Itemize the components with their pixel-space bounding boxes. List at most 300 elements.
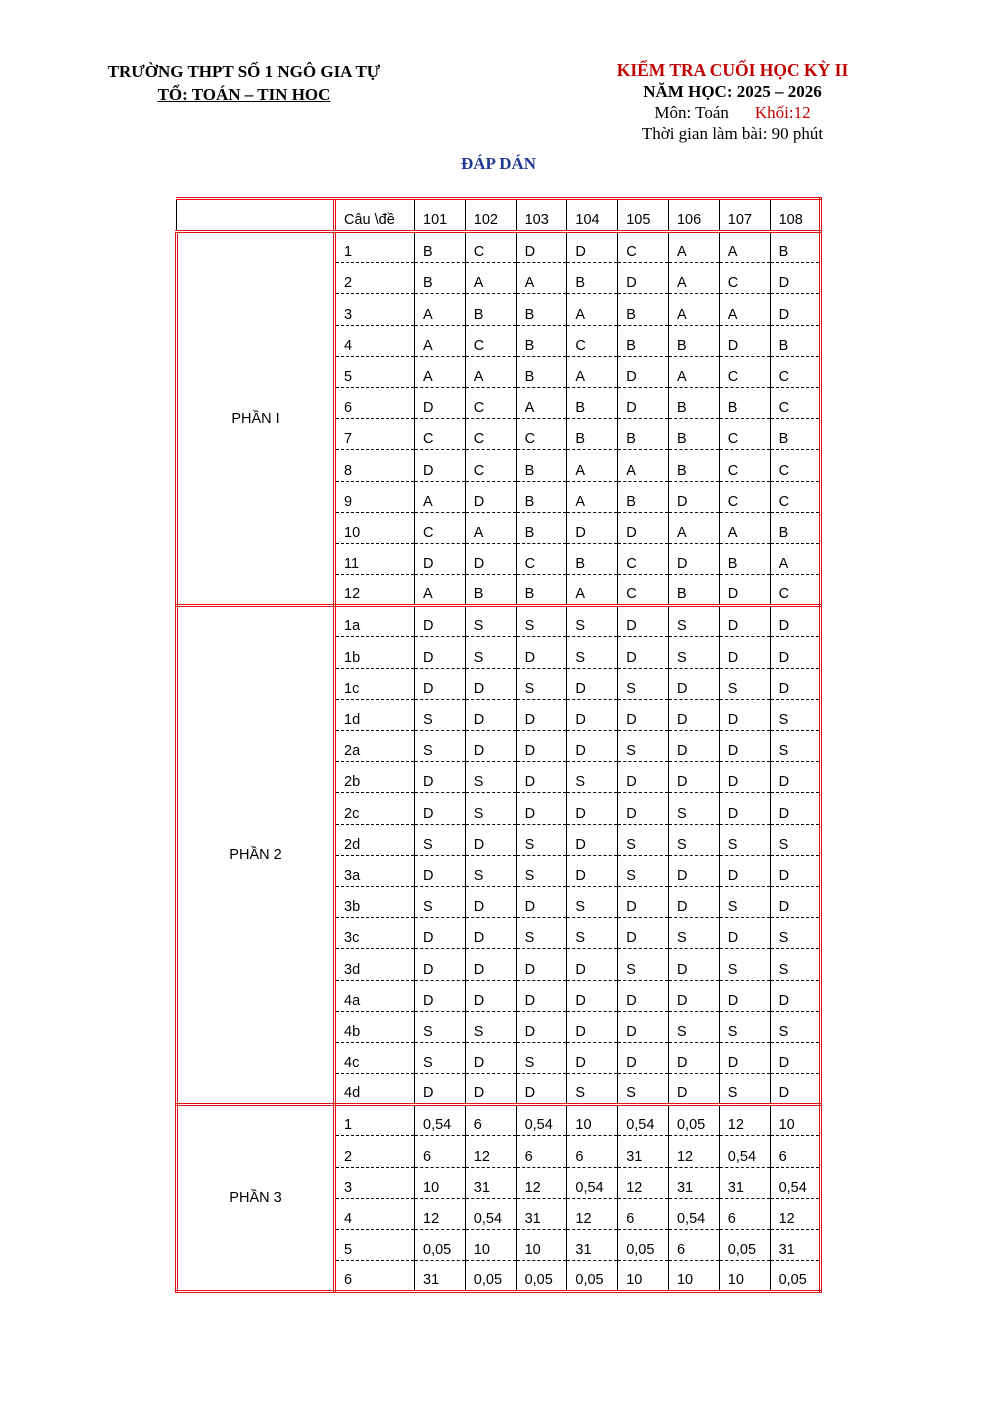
- question-number-cell: 1: [335, 232, 415, 263]
- column-header-exam-code: 102: [465, 199, 516, 232]
- answer-cell: B: [415, 263, 466, 294]
- question-number-cell: 4: [335, 1198, 415, 1229]
- answer-cell: B: [770, 232, 821, 263]
- answer-cell: D: [567, 793, 618, 824]
- answer-cell: S: [719, 886, 770, 917]
- answer-cell: S: [516, 824, 567, 855]
- question-number-cell: 2a: [335, 731, 415, 762]
- answer-cell: D: [516, 699, 567, 730]
- answer-cell: S: [465, 762, 516, 793]
- answer-cell: A: [415, 356, 466, 387]
- answer-cell: D: [719, 918, 770, 949]
- department-name: TỔ: TOÁN – TIN HOC: [157, 85, 331, 104]
- answer-cell: B: [668, 325, 719, 356]
- answer-cell: 6: [668, 1230, 719, 1261]
- table-row: [177, 1105, 821, 1136]
- answer-cell: D: [465, 949, 516, 980]
- answer-cell: 10: [465, 1230, 516, 1261]
- answer-cell: 0,54: [465, 1198, 516, 1229]
- answer-cell: S: [415, 886, 466, 917]
- answer-cell: A: [567, 450, 618, 481]
- answer-cell: S: [770, 824, 821, 855]
- answer-cell: C: [618, 543, 669, 574]
- answer-cell: S: [567, 886, 618, 917]
- question-number-cell: 4c: [335, 1042, 415, 1073]
- answer-cell: D: [415, 793, 466, 824]
- answer-cell: 12: [719, 1105, 770, 1136]
- answer-cell: A: [668, 294, 719, 325]
- answer-cell: C: [567, 325, 618, 356]
- answer-cell: 10: [668, 1261, 719, 1292]
- answer-cell: A: [770, 543, 821, 574]
- answer-cell: B: [668, 419, 719, 450]
- answer-cell: S: [668, 637, 719, 668]
- question-number-cell: 9: [335, 481, 415, 512]
- answer-cell: D: [415, 606, 466, 637]
- answer-cell: D: [415, 387, 466, 418]
- answer-cell: C: [516, 543, 567, 574]
- answer-cell: C: [415, 512, 466, 543]
- question-number-cell: 3: [335, 294, 415, 325]
- answer-cell: D: [719, 699, 770, 730]
- answer-cell: C: [415, 419, 466, 450]
- answer-cell: B: [770, 512, 821, 543]
- answer-cell: A: [415, 481, 466, 512]
- answer-cell: C: [465, 419, 516, 450]
- answer-cell: D: [567, 668, 618, 699]
- answer-cell: 12: [516, 1167, 567, 1198]
- answer-cell: D: [567, 1011, 618, 1042]
- answer-cell: D: [415, 1074, 466, 1105]
- answer-cell: S: [465, 855, 516, 886]
- table-row: [177, 606, 821, 637]
- answer-cell: D: [668, 855, 719, 886]
- answer-cell: S: [719, 1011, 770, 1042]
- answer-cell: D: [770, 886, 821, 917]
- section-column-header: [177, 199, 335, 232]
- answer-cell: D: [465, 668, 516, 699]
- answer-cell: C: [719, 419, 770, 450]
- answer-cell: D: [770, 762, 821, 793]
- answer-cell: B: [618, 325, 669, 356]
- answer-cell: B: [618, 419, 669, 450]
- answer-cell: S: [567, 762, 618, 793]
- answer-cell: D: [668, 949, 719, 980]
- question-number-cell: 4b: [335, 1011, 415, 1042]
- answer-cell: S: [719, 668, 770, 699]
- answer-cell: C: [770, 481, 821, 512]
- answer-cell: D: [415, 450, 466, 481]
- answer-cell: B: [516, 356, 567, 387]
- answer-cell: 31: [516, 1198, 567, 1229]
- answer-cell: D: [770, 668, 821, 699]
- answer-cell: D: [567, 980, 618, 1011]
- answer-cell: 31: [618, 1136, 669, 1167]
- answer-cell: D: [516, 949, 567, 980]
- question-number-cell: 3d: [335, 949, 415, 980]
- answer-cell: S: [415, 824, 466, 855]
- answer-cell: 31: [415, 1261, 466, 1292]
- question-number-cell: 11: [335, 543, 415, 574]
- answer-cell: A: [465, 263, 516, 294]
- answer-cell: S: [770, 1011, 821, 1042]
- question-number-cell: 6: [335, 387, 415, 418]
- answer-cell: D: [465, 918, 516, 949]
- answer-cell: D: [668, 543, 719, 574]
- column-header-exam-code: 101: [415, 199, 466, 232]
- answer-cell: B: [415, 232, 466, 263]
- answer-cell: 6: [465, 1105, 516, 1136]
- answer-cell: 0,05: [770, 1261, 821, 1292]
- answer-cell: A: [465, 356, 516, 387]
- answer-cell: B: [770, 325, 821, 356]
- answer-cell: C: [465, 232, 516, 263]
- answer-key-table: [175, 197, 822, 1293]
- answer-cell: 0,54: [415, 1105, 466, 1136]
- answer-cell: 12: [770, 1198, 821, 1229]
- question-number-cell: 3b: [335, 886, 415, 917]
- exam-title: KIỂM TRA CUỐI HỌC KỲ II: [616, 60, 849, 80]
- answer-cell: D: [668, 980, 719, 1011]
- answer-cell: D: [516, 1011, 567, 1042]
- answer-cell: A: [719, 512, 770, 543]
- subject: Môn: Toán: [654, 103, 729, 122]
- answer-cell: 0,54: [567, 1167, 618, 1198]
- answer-cell: D: [618, 886, 669, 917]
- answer-cell: D: [719, 980, 770, 1011]
- answer-cell: D: [668, 886, 719, 917]
- answer-cell: D: [719, 731, 770, 762]
- answer-cell: D: [770, 1042, 821, 1073]
- answer-cell: S: [770, 699, 821, 730]
- question-number-cell: 4: [335, 325, 415, 356]
- question-number-cell: 12: [335, 575, 415, 606]
- answer-cell: S: [668, 918, 719, 949]
- answer-cell: C: [618, 575, 669, 606]
- answer-cell: D: [770, 980, 821, 1011]
- question-number-cell: 7: [335, 419, 415, 450]
- answer-cell: D: [516, 886, 567, 917]
- answer-cell: D: [465, 1074, 516, 1105]
- answer-cell: A: [668, 232, 719, 263]
- answer-cell: B: [465, 575, 516, 606]
- answer-cell: D: [618, 263, 669, 294]
- answer-cell: A: [618, 450, 669, 481]
- answer-cell: B: [516, 512, 567, 543]
- answer-cell: C: [516, 419, 567, 450]
- answer-cell: A: [567, 356, 618, 387]
- answer-cell: B: [567, 263, 618, 294]
- answer-cell: D: [719, 575, 770, 606]
- answer-cell: S: [668, 824, 719, 855]
- answer-cell: D: [516, 793, 567, 824]
- answer-cell: D: [770, 793, 821, 824]
- answer-cell: C: [770, 356, 821, 387]
- answer-cell: D: [719, 1042, 770, 1073]
- column-header-question: Câu \đề: [335, 199, 415, 232]
- answer-cell: 31: [567, 1230, 618, 1261]
- answer-cell: S: [618, 824, 669, 855]
- answer-cell: D: [465, 731, 516, 762]
- answer-cell: A: [516, 263, 567, 294]
- answer-cell: B: [618, 294, 669, 325]
- answer-cell: S: [465, 793, 516, 824]
- answer-cell: S: [618, 668, 669, 699]
- answer-cell: B: [668, 575, 719, 606]
- question-number-cell: 3c: [335, 918, 415, 949]
- answer-cell: D: [618, 762, 669, 793]
- answer-cell: D: [516, 980, 567, 1011]
- answer-cell: D: [415, 855, 466, 886]
- answer-cell: D: [719, 325, 770, 356]
- section-label: PHẦN 3: [177, 1105, 335, 1292]
- answer-cell: A: [415, 294, 466, 325]
- question-number-cell: 2b: [335, 762, 415, 793]
- answer-cell: D: [719, 606, 770, 637]
- answer-key-body: [177, 199, 821, 1292]
- answer-cell: 6: [770, 1136, 821, 1167]
- answer-cell: S: [465, 637, 516, 668]
- answer-cell: S: [618, 949, 669, 980]
- answer-cell: A: [567, 294, 618, 325]
- answer-cell: 0,05: [567, 1261, 618, 1292]
- question-number-cell: 5: [335, 356, 415, 387]
- answer-cell: D: [618, 356, 669, 387]
- question-number-cell: 1a: [335, 606, 415, 637]
- document-title: ĐÁP DÁN: [460, 154, 537, 173]
- answer-cell: S: [618, 855, 669, 886]
- answer-cell: S: [770, 949, 821, 980]
- answer-cell: D: [719, 637, 770, 668]
- answer-cell: C: [719, 481, 770, 512]
- answer-cell: 31: [465, 1167, 516, 1198]
- answer-cell: D: [415, 980, 466, 1011]
- answer-cell: C: [770, 575, 821, 606]
- answer-cell: C: [465, 325, 516, 356]
- question-number-cell: 4a: [335, 980, 415, 1011]
- answer-cell: S: [567, 918, 618, 949]
- answer-cell: D: [618, 606, 669, 637]
- answer-cell: B: [516, 481, 567, 512]
- question-number-cell: 2c: [335, 793, 415, 824]
- answer-cell: 6: [719, 1198, 770, 1229]
- answer-cell: D: [719, 793, 770, 824]
- answer-cell: D: [415, 668, 466, 699]
- grade: Khối:12: [754, 103, 811, 122]
- answer-cell: D: [516, 762, 567, 793]
- answer-cell: 0,05: [618, 1230, 669, 1261]
- answer-cell: 6: [415, 1136, 466, 1167]
- answer-cell: S: [516, 855, 567, 886]
- answer-cell: 6: [516, 1136, 567, 1167]
- answer-cell: 0,05: [465, 1261, 516, 1292]
- answer-cell: 31: [668, 1167, 719, 1198]
- answer-cell: D: [618, 980, 669, 1011]
- subject-line: [580, 102, 885, 123]
- answer-cell: D: [770, 855, 821, 886]
- answer-cell: D: [719, 762, 770, 793]
- answer-cell: 0,05: [516, 1261, 567, 1292]
- answer-cell: 0,54: [668, 1198, 719, 1229]
- answer-cell: D: [415, 637, 466, 668]
- exam-header: [580, 60, 885, 144]
- answer-cell: S: [516, 606, 567, 637]
- question-number-cell: 2: [335, 1136, 415, 1167]
- answer-cell: S: [668, 606, 719, 637]
- answer-cell: D: [668, 731, 719, 762]
- answer-cell: S: [415, 699, 466, 730]
- answer-cell: D: [465, 481, 516, 512]
- section-label: PHẦN I: [177, 232, 335, 606]
- answer-cell: D: [415, 918, 466, 949]
- question-number-cell: 2d: [335, 824, 415, 855]
- answer-cell: 12: [415, 1198, 466, 1229]
- answer-cell: D: [618, 793, 669, 824]
- section-label: PHẦN 2: [177, 606, 335, 1105]
- answer-cell: B: [516, 294, 567, 325]
- answer-cell: D: [567, 232, 618, 263]
- answer-cell: S: [567, 637, 618, 668]
- answer-cell: 10: [567, 1105, 618, 1136]
- answer-cell: S: [719, 1074, 770, 1105]
- answer-cell: D: [465, 543, 516, 574]
- question-number-cell: 1d: [335, 699, 415, 730]
- question-number-cell: 10: [335, 512, 415, 543]
- answer-cell: D: [516, 232, 567, 263]
- question-number-cell: 3: [335, 1167, 415, 1198]
- answer-cell: D: [415, 949, 466, 980]
- column-header-exam-code: 105: [618, 199, 669, 232]
- answer-cell: S: [465, 606, 516, 637]
- answer-cell: A: [415, 325, 466, 356]
- answer-cell: 6: [618, 1198, 669, 1229]
- answer-cell: D: [567, 1042, 618, 1073]
- answer-cell: 6: [567, 1136, 618, 1167]
- answer-cell: C: [770, 450, 821, 481]
- answer-cell: 10: [415, 1167, 466, 1198]
- answer-cell: B: [668, 450, 719, 481]
- answer-cell: A: [719, 232, 770, 263]
- answer-cell: D: [618, 918, 669, 949]
- answer-cell: D: [516, 637, 567, 668]
- school-year: NĂM HỌC: 2025 – 2026: [643, 82, 822, 101]
- column-header-exam-code: 107: [719, 199, 770, 232]
- answer-cell: B: [567, 419, 618, 450]
- answer-cell: D: [770, 1074, 821, 1105]
- answer-cell: 12: [567, 1198, 618, 1229]
- answer-cell: B: [465, 294, 516, 325]
- answer-cell: S: [415, 731, 466, 762]
- answer-cell: D: [770, 606, 821, 637]
- answer-cell: D: [618, 637, 669, 668]
- answer-cell: D: [415, 543, 466, 574]
- answer-cell: C: [465, 450, 516, 481]
- answer-cell: D: [770, 294, 821, 325]
- answer-cell: D: [567, 855, 618, 886]
- answer-cell: S: [770, 918, 821, 949]
- exam-duration: Thời gian làm bài: 90 phút: [641, 124, 824, 143]
- answer-cell: B: [719, 543, 770, 574]
- answer-cell: S: [618, 1074, 669, 1105]
- answer-cell: D: [719, 855, 770, 886]
- answer-cell: D: [618, 1011, 669, 1042]
- answer-cell: S: [415, 1011, 466, 1042]
- answer-cell: S: [415, 1042, 466, 1073]
- answer-cell: D: [770, 637, 821, 668]
- answer-cell: B: [668, 387, 719, 418]
- answer-cell: D: [567, 824, 618, 855]
- answer-cell: D: [465, 699, 516, 730]
- answer-cell: D: [567, 731, 618, 762]
- answer-cell: C: [719, 263, 770, 294]
- answer-cell: S: [668, 793, 719, 824]
- answer-cell: S: [516, 918, 567, 949]
- answer-cell: D: [516, 1074, 567, 1105]
- answer-cell: 0,05: [719, 1230, 770, 1261]
- answer-cell: C: [770, 387, 821, 418]
- answer-cell: 10: [770, 1105, 821, 1136]
- school-header: [74, 60, 414, 106]
- answer-cell: S: [618, 731, 669, 762]
- answer-cell: 12: [465, 1136, 516, 1167]
- question-number-cell: 1: [335, 1105, 415, 1136]
- answer-cell: 10: [618, 1261, 669, 1292]
- answer-cell: D: [465, 886, 516, 917]
- answer-cell: 10: [516, 1230, 567, 1261]
- answer-cell: D: [770, 263, 821, 294]
- column-header-exam-code: 103: [516, 199, 567, 232]
- answer-cell: B: [516, 450, 567, 481]
- answer-cell: 31: [719, 1167, 770, 1198]
- answer-cell: 0,54: [770, 1167, 821, 1198]
- answer-cell: D: [618, 387, 669, 418]
- answer-cell: 12: [668, 1136, 719, 1167]
- answer-cell: A: [668, 263, 719, 294]
- question-number-cell: 5: [335, 1230, 415, 1261]
- answer-cell: S: [465, 1011, 516, 1042]
- answer-cell: 31: [770, 1230, 821, 1261]
- answer-cell: A: [516, 387, 567, 418]
- answer-cell: B: [567, 543, 618, 574]
- answer-cell: S: [719, 824, 770, 855]
- answer-cell: D: [465, 980, 516, 1011]
- question-number-cell: 4d: [335, 1074, 415, 1105]
- answer-cell: 0,54: [618, 1105, 669, 1136]
- answer-cell: D: [567, 512, 618, 543]
- answer-cell: C: [719, 356, 770, 387]
- answer-cell: A: [465, 512, 516, 543]
- answer-cell: A: [719, 294, 770, 325]
- answer-cell: B: [618, 481, 669, 512]
- question-number-cell: 1b: [335, 637, 415, 668]
- answer-cell: D: [618, 512, 669, 543]
- answer-cell: 0,54: [719, 1136, 770, 1167]
- question-number-cell: 1c: [335, 668, 415, 699]
- answer-cell: D: [668, 1074, 719, 1105]
- column-header-exam-code: 106: [668, 199, 719, 232]
- answer-cell: B: [516, 325, 567, 356]
- answer-cell: D: [668, 762, 719, 793]
- table-header-row: [177, 199, 821, 232]
- answer-cell: 0,54: [516, 1105, 567, 1136]
- answer-cell: D: [567, 699, 618, 730]
- answer-cell: 0,05: [668, 1105, 719, 1136]
- answer-cell: D: [668, 699, 719, 730]
- answer-cell: A: [567, 481, 618, 512]
- answer-cell: D: [668, 1042, 719, 1073]
- answer-cell: C: [465, 387, 516, 418]
- question-number-cell: 6: [335, 1261, 415, 1292]
